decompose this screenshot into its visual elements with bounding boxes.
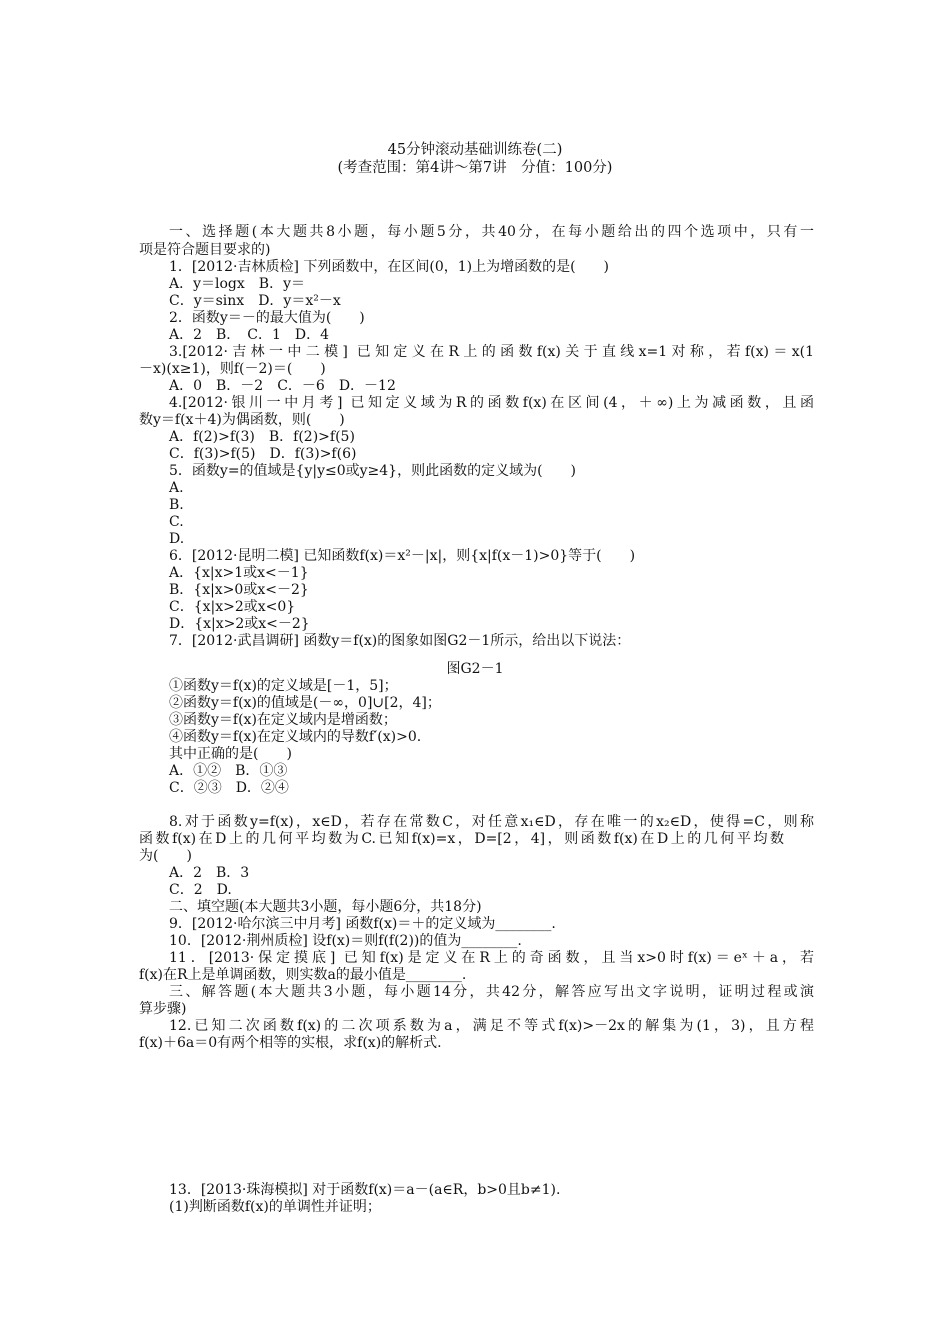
text-line: 11．[2013·保定摸底] 已知f(x)是定义在R上的奇函数，且当x>0时f(x)＝eˣ＋a，若 — [169, 950, 814, 966]
text-line: 函数f(x)在D上的几何平均数为C.已知f(x)=x，D=[2，4]，则函数f(x)在D上的几何平均数 — [139, 831, 784, 847]
text-line: C．f(3)>f(5) D．f(3)>f(6) — [169, 446, 357, 462]
text-line: A．{x|x>1或x<－1} — [169, 565, 309, 581]
text-line: 3.[2012·吉林一中二模] 已知定义在R上的函数f(x)关于直线x=1对称，若f(x)＝x(1 — [169, 344, 814, 360]
text-line: 为( ) — [139, 848, 192, 864]
text-line: 三、解答题(本大题共3小题，每小题14分，共42分，解答应写出文字说明，证明过程或演 — [169, 984, 814, 1000]
text-line: 6．[2012·昆明二模] 已知函数f(x)＝x²－|x|，则{x|f(x－1)>0}等于( ) — [169, 548, 636, 564]
text-line: ①函数y＝f(x)的定义域是[－1，5]； — [169, 678, 398, 694]
text-line: A．y＝logx B．y＝ — [169, 276, 305, 292]
text-line: 项是符合题目要求的) — [139, 242, 271, 258]
text-line: A．2 B．3 — [169, 865, 250, 881]
text-line: 一、选择题(本大题共8小题，每小题5分，共40分，在每小题给出的四个选项中，只有一 — [169, 224, 814, 240]
text-line: 4.[2012·银川一中月考] 已知定义域为R的函数f(x)在区间(4，＋∞)上为减函数，且函 — [169, 395, 814, 411]
page-subtitle: (考查范围：第4讲～第7讲 分值：100分) — [337, 160, 613, 176]
page-title: 45分钟滚动基础训练卷(二) — [387, 142, 563, 158]
text-line: D．{x|x>2或x<－2} — [169, 616, 310, 632]
text-line: C．2 D. — [169, 882, 232, 898]
text-line: A. — [169, 480, 184, 496]
text-line: 12.已知二次函数f(x)的二次项系数为a，满足不等式f(x)>－2x的解集为(1，3)，且方程 — [169, 1018, 814, 1034]
text-line: C．y＝sinx D．y＝x²－x — [169, 293, 341, 309]
text-line: 二、填空题(本大题共3小题，每小题6分，共18分) — [169, 899, 482, 915]
text-line: 算步骤) — [139, 1001, 187, 1017]
text-line: ②函数y＝f(x)的值域是(－∞，0]∪[2，4]； — [169, 695, 441, 711]
text-line: 13．[2013·珠海模拟] 对于函数f(x)＝a－(a∈R，b>0且b≠1). — [169, 1182, 561, 1198]
text-line: 1．[2012·吉林质检] 下列函数中，在区间(0，1)上为增函数的是( ) — [169, 259, 610, 275]
text-line: A．0 B．－2 C．－6 D．－12 — [169, 378, 396, 394]
text-line: A．①② B．①③ — [169, 763, 288, 779]
text-line: C. — [169, 514, 184, 530]
text-line: C．②③ D．②④ — [169, 780, 289, 796]
text-line: ④函数y＝f(x)在定义域内的导数f′(x)>0. — [169, 729, 422, 745]
text-line: B. — [169, 497, 184, 513]
text-line: 其中正确的是( ) — [169, 746, 292, 762]
text-line: A．f(2)>f(3) B．f(2)>f(5) — [169, 429, 355, 445]
text-line: C．{x|x>2或x<0} — [169, 599, 296, 615]
text-line: ③函数y＝f(x)在定义域内是增函数； — [169, 712, 397, 728]
text-line: f(x)＋6a＝0有两个相等的实根，求f(x)的解析式. — [139, 1035, 442, 1051]
text-line: f(x)在R上是单调函数，则实数a的最小值是________. — [139, 967, 467, 983]
text-line: 10．[2012·荆州质检] 设f(x)＝则f(f(2))的值为________. — [169, 933, 522, 949]
text-line: 7．[2012·武昌调研] 函数y＝f(x)的图象如图G2－1所示，给出以下说法： — [169, 633, 631, 649]
text-line: 2．函数y＝－的最大值为( ) — [169, 310, 365, 326]
text-line: (1)判断函数f(x)的单调性并证明； — [169, 1199, 381, 1215]
text-line: D. — [169, 531, 185, 547]
text-line: 数y＝f(x＋4)为偶函数，则( ) — [139, 412, 345, 428]
text-line: 9．[2012·哈尔滨三中月考] 函数f(x)＝＋的定义域为________. — [169, 916, 556, 932]
text-line: －x)(x≥1)，则f(－2)＝( ) — [139, 361, 326, 377]
text-line: 5．函数y=的值域是{y|y≤0或y≥4}，则此函数的定义域为( ) — [169, 463, 577, 479]
figure-caption: 图G2－1 — [446, 661, 504, 677]
text-line: B．{x|x>0或x<－2} — [169, 582, 309, 598]
text-line: A．2 B． C．1 D．4 — [169, 327, 330, 343]
text-line: 8.对于函数y=f(x)，x∈D，若存在常数C，对任意x₁∈D，存在唯一的x₂∈D，使得=C，则称 — [169, 814, 814, 830]
